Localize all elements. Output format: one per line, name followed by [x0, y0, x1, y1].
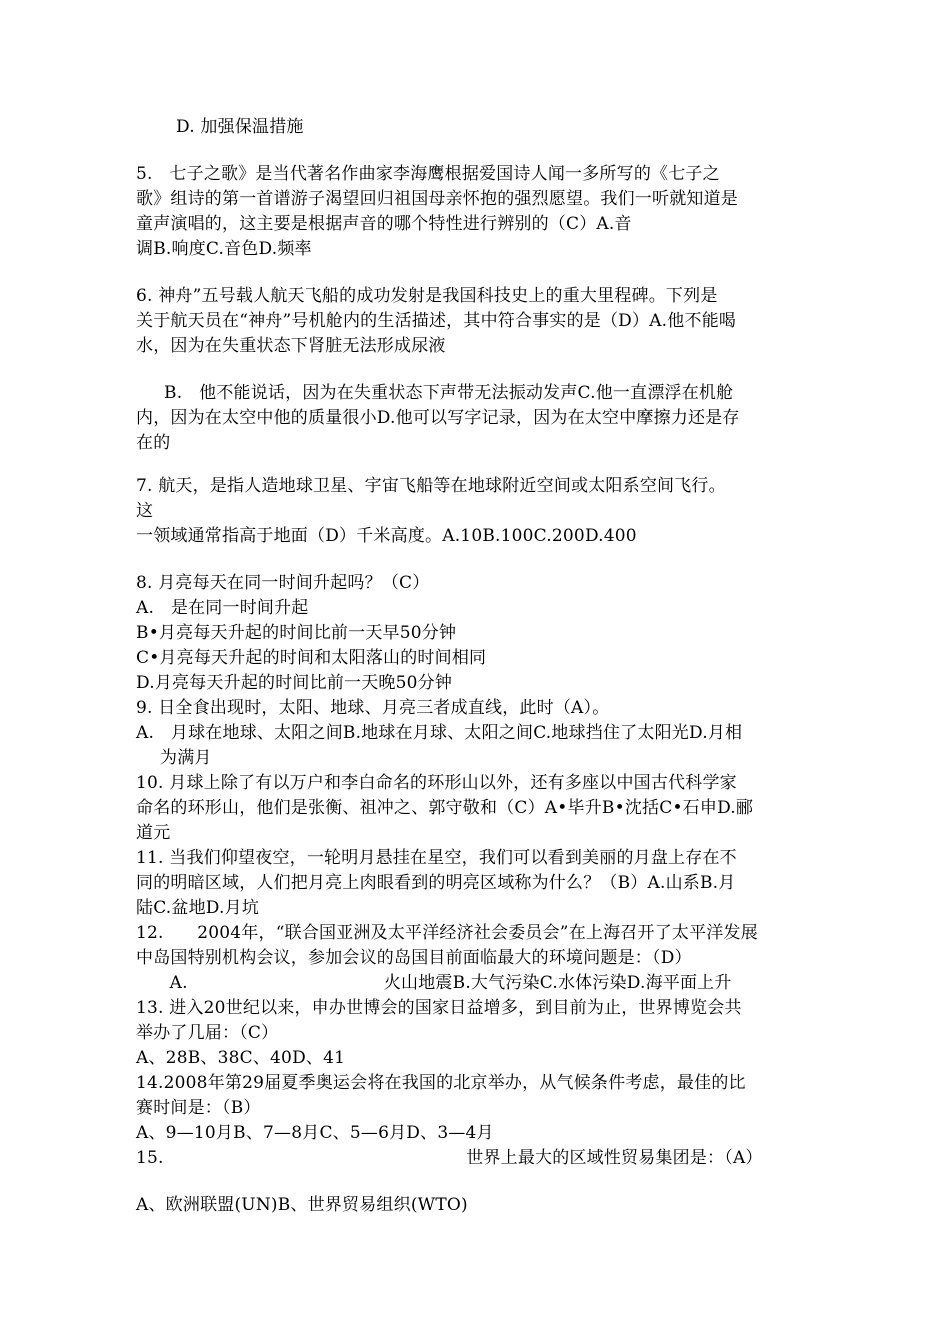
text-line: 调B.响度C.音色D.频率	[136, 239, 312, 259]
text-line: 10. 月球上除了有以万户和李白命名的环形山以外，还有多座以中国古代科学家	[136, 773, 737, 793]
text-line: A. 火山地震B.大气污染C.水体污染D.海平面上升	[136, 973, 732, 993]
text-line: 中岛国特别机构会议，参加会议的岛国目前面临最大的环境问题是：（D）	[136, 948, 692, 968]
text-line: 赛时间是：（B）	[136, 1098, 261, 1118]
text-line: 15. 世界上最大的区域性贸易集团是：（A）	[136, 1148, 763, 1168]
text-line: 7. 航天，是指人造地球卫星、宇宙飞船等在地球附近空间或太阳系空间飞行。	[136, 476, 726, 496]
text-line: D. 加强保温措施	[176, 117, 304, 137]
text-line: 水，因为在失重状态下肾脏无法形成尿液	[136, 336, 446, 356]
text-line: D.月亮每天升起的时间比前一天晚50分钟	[136, 673, 453, 693]
text-line: 12. 2004年，“联合国亚洲及太平洋经济社会委员会”在上海召开了太平洋发展	[136, 923, 758, 943]
text-line: 举办了几届：（C）	[136, 1023, 279, 1043]
text-line: A. 月球在地球、太阳之间B.地球在月球、太阳之间C.地球挡住了太阳光D.月相	[136, 723, 743, 743]
text-line: 同的明暗区域，人们把月亮上肉眼看到的明亮区域称为什么？（B）A.山系B.月	[136, 873, 736, 893]
text-line: 13. 进入20世纪以来，申办世博会的国家日益增多，到目前为止，世界博览会共	[136, 998, 742, 1018]
text-line: A. 是在同一时间升起	[136, 598, 309, 618]
text-line: A、9—10月B、7—8月C、5—6月D、3—4月	[136, 1123, 494, 1143]
text-line: 为满月	[160, 748, 212, 768]
text-line: 在的	[136, 433, 171, 453]
text-line: 这	[136, 501, 154, 521]
text-line: 6. 神舟”五号载人航天飞船的成功发射是我国科技史上的重大里程碑。下列是	[136, 286, 718, 306]
text-line: 14.2008年第29届夏季奥运会将在我国的北京举办，从气候条件考虑，最佳的比	[136, 1073, 746, 1093]
text-line: 童声演唱的，这主要是根据声音的哪个特性进行辨别的（C）A.音	[136, 214, 632, 234]
text-line: 一领域通常指高于地面（D）千米高度。A.10B.100C.200D.400	[136, 526, 637, 546]
text-line: B•月亮每天升起的时间比前一天早50分钟	[136, 623, 457, 643]
text-line: 5. 七子之歌》是当代著名作曲家李海鹰根据爱国诗人闻一多所写的《七子之	[136, 164, 720, 184]
text-line: 命名的环形山，他们是张衡、祖冲之、郭守敬和（C）A•毕升B•沈括C•石申D.郦	[136, 798, 754, 818]
text-line: B. 他不能说话，因为在失重状态下声带无法振动发声C.他一直漂浮在机舱	[136, 383, 734, 403]
text-line: 关于航天员在“神舟”号机舱内的生活描述，其中符合事实的是（D）A.他不能喝	[136, 311, 737, 331]
text-line: A、28B、38C、40D、41	[136, 1048, 346, 1068]
text-line: 歌》组诗的第一首谱游子渴望回归祖国母亲怀抱的强烈愿望。我们一听就知道是	[136, 189, 738, 209]
text-line: 9. 日全食出现时，太阳、地球、月亮三者成直线，此时（A）。	[136, 698, 610, 718]
text-line: 8. 月亮每天在同一时间升起吗？（C）	[136, 573, 430, 593]
text-line: A、欧洲联盟(UN)B、世界贸易组织(WTO)	[136, 1195, 468, 1215]
text-line: 陆C.盆地D.月坑	[136, 898, 260, 918]
text-line: 道元	[136, 823, 171, 843]
text-line: C•月亮每天升起的时间和太阳落山的时间相同	[136, 648, 487, 668]
text-line: 11. 当我们仰望夜空，一轮明月悬挂在星空，我们可以看到美丽的月盘上存在不	[136, 848, 737, 868]
text-line: 内，因为在太空中他的质量很小D.他可以写字记录，因为在太空中摩擦力还是存	[136, 408, 740, 428]
